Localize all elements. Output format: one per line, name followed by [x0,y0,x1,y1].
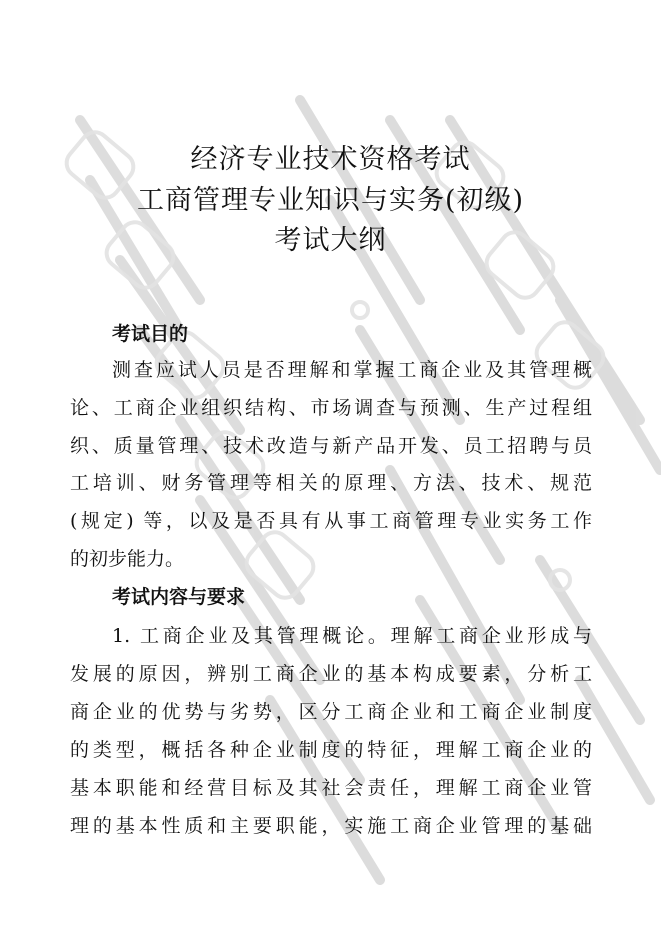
document-title-line-1: 经济专业技术资格考试 [190,144,471,175]
paragraph-line: 织、质量管理、技术改造与新产品开发、员工招聘与员 [70,435,592,457]
section-heading-exam-purpose: 考试目的 [112,323,189,345]
paragraph-line: 测查应试人员是否理解和掌握工商企业及其管理概 [112,359,592,381]
paragraph-line: 的初步能力。 [70,548,185,570]
paragraph-line: 理的基本性质和主要职能，实施工商企业管理的基础 [70,815,592,837]
document-title-line-3: 考试大纲 [274,225,387,256]
paragraph-line: 工培训、财务管理等相关的原理、方法、技术、规范 [70,472,592,494]
document-title-line-2: 工商管理专业知识与实务(初级) [136,185,525,216]
paragraph-line: (规定) 等，以及是否具有从事工商管理专业实务工作 [70,510,592,532]
paragraph-line: 论、工商企业组织结构、市场调查与预测、生产过程组 [70,397,592,419]
paragraph-line: 发展的原因，辨别工商企业的基本构成要素，分析工 [70,663,592,685]
section-heading-exam-content: 考试内容与要求 [112,586,246,608]
paragraph-line: 的类型，概括各种企业制度的特征，理解工商企业的 [70,739,592,761]
paragraph-line: 基本职能和经营目标及其社会责任，理解工商企业管 [70,777,592,799]
paragraph-line: 商企业的优势与劣势，区分工商企业和工商企业制度 [70,701,592,723]
paragraph-line: 1. 工商企业及其管理概论。理解工商企业形成与 [112,625,592,647]
